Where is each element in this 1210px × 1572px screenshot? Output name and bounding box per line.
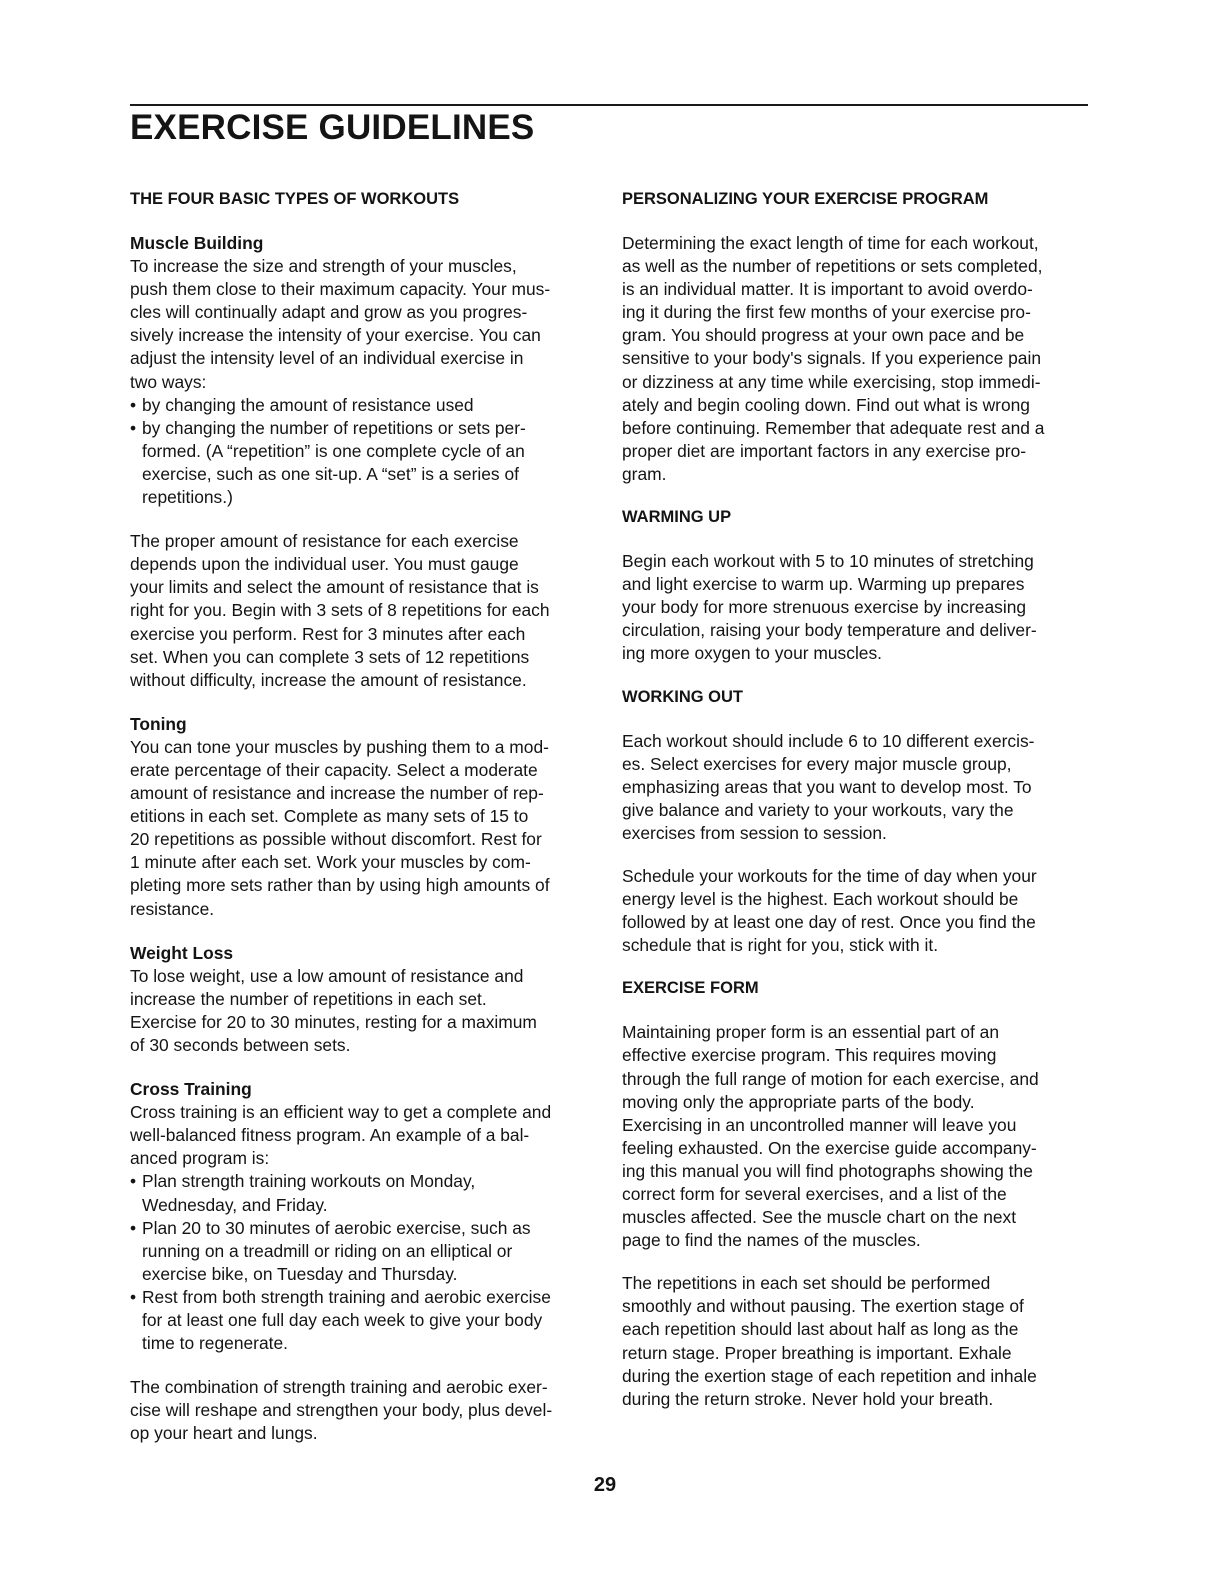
- right-column: [622, 188, 1090, 1431]
- bullet-item: • Plan strength training workouts on Monday, Wednesday, and Friday.: [130, 1170, 605, 1216]
- left-column: [130, 188, 605, 1467]
- bullet-item: • Rest from both strength training and aerobic exercise for at least one full day each week to give your body time to regenerate.: [130, 1286, 605, 1355]
- subheading-toning: Toning: [130, 713, 187, 734]
- section-heading-personalizing: PERSONALIZING YOUR EXERCISE PROGRAM: [622, 190, 989, 208]
- paragraph: To increase the size and strength of your muscles, push them close to their maximum capacity. Your mus- cles will continually adapt and grow as you progres- sively increase the intensity of your exercise. You can adjust the intensity level of an individual exercise in two ways:: [130, 256, 551, 392]
- bullet-item: • by changing the number of repetitions or sets per- formed. (A “repetition” is one complete cycle of an exercise, such as one sit-up. A “set” is a series of repetitions.): [130, 417, 605, 509]
- paragraph: The repetitions in each set should be performed smoothly and without pausing. The exertion stage of each repetition should last about half as long as the return stage. Proper breathing is important. Exhale during the exertion stage of each repetition and inhale during the return stroke. Never hold your breath.: [622, 1273, 1037, 1409]
- subheading-muscle-building: Muscle Building: [130, 233, 264, 253]
- paragraph: Determining the exact length of time for each workout, as well as the number of repetitions or sets completed, is an individual matter. It is important to avoid overdo- ing it during the first few months of your exercise pro- gram. You should progress at your own pace and be sensitive to your body's signals. If you experience pain or dizziness at any time while exercising, stop immedi- ately and begin cooling down. Find out what is wrong before continuing. Remember that adequate rest and a proper diet are important factors in any exercise pro- gram.: [622, 233, 1045, 484]
- subheading-cross-training: Cross Training: [130, 1079, 252, 1100]
- paragraph: The proper amount of resistance for each exercise depends upon the individual user. You must gauge your limits and select the amount of resistance that is right for you. Begin with 3 sets of 8 repetitions for each exercise you perform. Rest for 3 minutes after each set. When you can complete 3 sets of 12 repetitions without difficulty, increase the amount of resistance.: [130, 531, 550, 690]
- paragraph: Each workout should include 6 to 10 different exercis- es. Select exercises for every major muscle group, emphasizing areas that you want to develop most. To give balance and variety to your workouts, vary the exercises from session to session.: [622, 730, 1035, 843]
- bullet-list: [130, 394, 605, 509]
- paragraph: Maintaining proper form is an essential part of an effective exercise program. This requires moving through the full range of motion for each exercise, and moving only the appropriate parts of the body. Exercising in an uncontrolled manner will leave you feeling exhausted. On the exercise guide accompany- ing this manual you will find photographs showing the correct form for several exercises, and a list of the muscles affected. See the muscle chart on the next page to find the names of the muscles.: [622, 1022, 1039, 1251]
- section-heading-workout-types: THE FOUR BASIC TYPES OF WORKOUTS: [130, 190, 460, 208]
- bullet-item: • Plan 20 to 30 minutes of aerobic exercise, such as running on a treadmill or riding on an elliptical or exercise bike, on Tuesday and Thursday.: [130, 1217, 605, 1286]
- page-number: 29: [593, 1474, 617, 1496]
- section-heading-exercise-form: EXERCISE FORM: [622, 979, 759, 998]
- paragraph: The combination of strength training and aerobic exer- cise will reshape and strengthen your body, plus devel- op your heart and lungs.: [130, 1377, 553, 1444]
- paragraph: Cross training is an efficient way to get a complete and well-balanced fitness program. An example of a bal- anced program is:: [130, 1102, 552, 1169]
- subheading-weight-loss: Weight Loss: [130, 942, 234, 963]
- section-heading-warming-up: WARMING UP: [622, 508, 732, 527]
- paragraph: Begin each workout with 5 to 10 minutes of stretching and light exercise to warm up. Warming up prepares your body for more strenuous exercise by increasing circulation, raising your body temperature and deliver- ing more oxygen to your muscles.: [622, 551, 1037, 664]
- header-rule: [130, 104, 1088, 106]
- paragraph: Schedule your workouts for the time of day when your energy level is the highest. Each workout should be followed by at least one day of rest. Once you find the schedule that is right for you, stick with it.: [622, 865, 1037, 956]
- section-heading-working-out: WORKING OUT: [622, 687, 743, 706]
- page-title: EXERCISE GUIDELINES: [130, 108, 535, 147]
- bullet-item: • by changing the amount of resistance used: [130, 394, 605, 417]
- paragraph: You can tone your muscles by pushing them to a mod- erate percentage of their capacity. Select a moderate amount of resistance and increase the number of rep- etitions in each set. Complete as many sets of 15 to 20 repetitions as possible without discomfort. Rest for 1 minute after each set. Work your muscles by com- pleting more sets rather than by using high amounts of resistance.: [130, 736, 550, 919]
- bullet-list: [130, 1170, 605, 1355]
- paragraph: To lose weight, use a low amount of resistance and increase the number of repetitions in each set. Exercise for 20 to 30 minutes, resting for a maximum of 30 seconds between sets.: [130, 965, 537, 1055]
